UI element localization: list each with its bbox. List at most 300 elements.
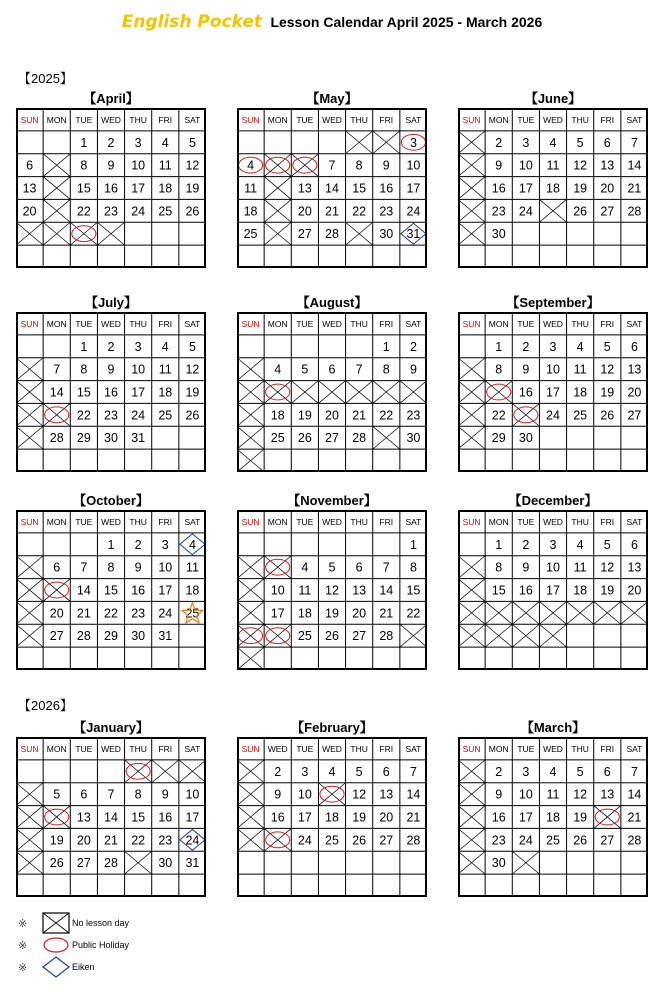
day-number: 20 (627, 583, 642, 598)
weekday-label: MON (488, 318, 509, 329)
day-number: 5 (603, 537, 611, 552)
day-number: 15 (352, 181, 367, 196)
weekday-label: SAT (184, 318, 201, 329)
day-cell (16, 426, 43, 449)
day-cell (77, 606, 91, 620)
day-number: 5 (355, 764, 363, 779)
day-cell (406, 431, 420, 445)
day-cell (131, 159, 145, 173)
day-number: 25 (546, 833, 560, 848)
day-cell (104, 833, 118, 847)
day-cell (135, 538, 142, 552)
day-cell (410, 538, 417, 552)
month-title: 【January】 (73, 720, 149, 735)
day-cell (244, 204, 258, 218)
day-cell (401, 223, 426, 244)
day-cell (519, 833, 533, 847)
day-cell (458, 177, 485, 200)
day-number: 19 (325, 606, 339, 621)
day-cell (298, 811, 312, 825)
day-cell (458, 131, 485, 154)
day-number: 6 (328, 362, 336, 377)
day-cell (627, 386, 641, 400)
day-cell (492, 811, 506, 825)
weekday-label: TUE (296, 318, 314, 329)
day-number: 21 (104, 833, 118, 848)
day-number: 19 (573, 181, 588, 196)
day-number: 27 (600, 204, 615, 219)
day-number: 24 (546, 408, 560, 423)
day-number: 24 (518, 833, 533, 848)
day-number: 9 (274, 787, 282, 802)
day-cell (495, 561, 502, 575)
day-cell (70, 222, 97, 245)
day-number: 10 (158, 560, 173, 575)
day-cell (43, 222, 70, 245)
day-number: 16 (491, 810, 506, 825)
day-cell (159, 363, 172, 377)
day-cell (158, 833, 172, 847)
day-cell (77, 584, 91, 598)
weekday-label: THU (350, 318, 368, 329)
day-cell (131, 629, 145, 643)
day-number: 2 (522, 339, 530, 354)
day-number: 15 (131, 810, 146, 825)
day-cell (573, 182, 587, 196)
day-cell (162, 538, 169, 552)
day-number: 15 (491, 583, 506, 598)
day-cell (325, 204, 339, 218)
day-number: 20 (49, 606, 64, 621)
day-cell (185, 811, 199, 825)
day-cell (492, 408, 506, 422)
day-cell (237, 426, 264, 449)
day-cell (104, 606, 118, 620)
day-cell (77, 204, 91, 218)
weekday-label: TUE (75, 516, 93, 527)
day-cell (406, 204, 420, 218)
day-number: 17 (546, 385, 560, 400)
day-number: 14 (379, 583, 394, 598)
weekday-label: THU (129, 743, 147, 754)
day-cell (458, 806, 485, 829)
day-cell (458, 760, 485, 783)
weekday-label: MON (488, 743, 509, 754)
day-number: 7 (630, 135, 638, 150)
weekday-label: WED (101, 114, 121, 125)
day-number: 18 (325, 810, 339, 825)
day-cell (50, 606, 64, 620)
day-cell (104, 386, 118, 400)
blue-diamond-icon (42, 956, 70, 978)
calendar-grid (237, 510, 427, 670)
day-cell (325, 811, 339, 825)
day-cell (406, 811, 420, 825)
day-number: 9 (382, 158, 390, 173)
day-number: 13 (297, 181, 312, 196)
day-number: 2 (107, 135, 115, 150)
weekday-label: MON (46, 114, 67, 125)
day-number: 1 (80, 135, 88, 150)
day-cell (522, 136, 529, 150)
weekday-label: FRI (379, 318, 394, 329)
day-cell (600, 159, 614, 173)
day-cell (50, 629, 64, 643)
day-number: 10 (518, 158, 533, 173)
day-number: 23 (406, 408, 421, 423)
weekday-label: SAT (405, 318, 422, 329)
day-number: 5 (576, 135, 584, 150)
weekday-label: SAT (405, 114, 422, 125)
day-number: 16 (379, 181, 394, 196)
day-cell (379, 204, 393, 218)
day-cell (237, 403, 264, 426)
day-number: 13 (627, 362, 642, 377)
day-cell (16, 556, 43, 579)
day-cell (492, 431, 506, 445)
calendar-grid (458, 737, 648, 897)
day-cell (162, 788, 169, 802)
day-cell (298, 584, 311, 598)
day-number: 10 (297, 787, 312, 802)
day-cell (298, 629, 312, 643)
weekday-label: SAT (184, 516, 201, 527)
day-number: 22 (131, 833, 146, 848)
weekday-label: TUE (75, 114, 93, 125)
day-number: 9 (107, 158, 115, 173)
day-cell (237, 624, 264, 647)
day-number: 16 (104, 385, 118, 400)
weekday-label: FRI (600, 114, 615, 125)
day-cell (458, 851, 485, 874)
day-cell (264, 556, 291, 579)
day-number: 12 (573, 158, 588, 173)
day-cell (152, 760, 179, 783)
weekday-label: TUE (517, 743, 535, 754)
day-cell (325, 606, 339, 620)
day-number: 9 (161, 787, 169, 802)
month-august (237, 295, 427, 477)
day-number: 21 (627, 810, 642, 825)
day-cell (577, 538, 584, 552)
day-number: 6 (630, 339, 638, 354)
legend-label: Eiken (72, 962, 95, 972)
weekday-label: TUE (296, 743, 314, 754)
day-cell (298, 204, 312, 218)
day-cell (325, 182, 339, 196)
day-number: 4 (274, 362, 282, 377)
day-number: 13 (379, 787, 394, 802)
day-number: 19 (49, 833, 64, 848)
day-number: 24 (518, 204, 533, 219)
weekday-label: WED (543, 114, 563, 125)
day-cell (627, 811, 641, 825)
day-cell (271, 408, 285, 422)
day-number: 4 (549, 764, 557, 779)
day-cell (547, 788, 560, 802)
day-cell (158, 408, 172, 422)
day-cell (298, 788, 312, 802)
day-cell (125, 760, 152, 783)
day-number: 17 (406, 181, 421, 196)
day-number: 24 (158, 606, 173, 621)
day-number: 13 (352, 583, 367, 598)
month-april (16, 91, 206, 273)
day-cell (264, 828, 291, 851)
legend-item-holiday (18, 934, 218, 956)
day-cell (135, 788, 142, 802)
day-cell (492, 204, 506, 218)
weekday-label: THU (571, 743, 589, 754)
day-number: 26 (600, 408, 615, 423)
day-cell (379, 408, 393, 422)
day-cell (131, 811, 145, 825)
day-cell (325, 629, 339, 643)
day-number: 13 (600, 158, 615, 173)
day-cell (373, 426, 400, 449)
day-cell (550, 538, 557, 552)
weekday-label: MON (267, 516, 288, 527)
day-number: 11 (244, 181, 258, 196)
day-cell (546, 811, 560, 825)
day-cell (291, 381, 318, 404)
day-cell (458, 381, 485, 404)
month-title: 【September】 (506, 295, 600, 310)
day-cell (492, 182, 506, 196)
day-number: 7 (382, 560, 390, 575)
day-number: 28 (627, 204, 642, 219)
day-number: 20 (379, 810, 394, 825)
day-cell (604, 136, 611, 150)
day-number: 18 (546, 181, 560, 196)
weekday-label: SUN (462, 114, 481, 125)
day-cell (264, 199, 291, 222)
day-number: 4 (161, 339, 169, 354)
weekday-label: SAT (405, 743, 422, 754)
day-cell (298, 227, 312, 241)
day-number: 26 (573, 833, 588, 848)
day-cell (383, 765, 390, 779)
day-cell (458, 403, 485, 426)
day-cell (522, 561, 529, 575)
day-number: 5 (328, 560, 336, 575)
day-number: 16 (158, 810, 173, 825)
day-number: 5 (53, 787, 61, 802)
day-cell (264, 624, 291, 647)
day-cell (458, 222, 485, 245)
weekday-label: THU (129, 516, 147, 527)
day-number: 16 (518, 385, 533, 400)
weekday-label: SAT (626, 743, 643, 754)
day-cell (189, 340, 196, 354)
day-cell (185, 788, 199, 802)
weekday-label: THU (129, 114, 147, 125)
day-number: 8 (134, 787, 142, 802)
day-number: 30 (379, 227, 394, 242)
day-number: 7 (355, 362, 363, 377)
day-number: 28 (76, 629, 91, 644)
day-number: 4 (576, 339, 584, 354)
day-number: 1 (409, 537, 417, 552)
day-number: 2 (522, 537, 530, 552)
day-number: 25 (158, 408, 173, 423)
day-number: 6 (630, 537, 638, 552)
day-number: 5 (188, 339, 196, 354)
day-number: 12 (573, 787, 588, 802)
day-cell (185, 204, 199, 218)
day-number: 3 (134, 339, 142, 354)
day-cell (604, 538, 611, 552)
day-number: 2 (495, 135, 503, 150)
day-cell (594, 806, 621, 829)
day-number: 17 (185, 810, 200, 825)
day-number: 31 (185, 856, 200, 871)
day-number: 3 (522, 764, 530, 779)
day-number: 21 (627, 181, 642, 196)
day-number: 14 (104, 810, 118, 825)
day-number: 27 (600, 833, 615, 848)
day-cell (401, 134, 425, 150)
month-title: 【February】 (291, 720, 373, 735)
day-number: 4 (301, 560, 309, 575)
day-number: 6 (603, 135, 611, 150)
day-number: 10 (131, 158, 146, 173)
day-cell (274, 363, 281, 377)
day-cell (77, 811, 91, 825)
day-number: 14 (627, 158, 642, 173)
day-number: 9 (107, 362, 115, 377)
day-cell (239, 157, 263, 173)
day-number: 28 (325, 227, 339, 242)
day-number: 15 (76, 181, 91, 196)
day-number: 8 (80, 362, 88, 377)
day-cell (185, 363, 199, 377)
day-cell (574, 363, 587, 377)
day-cell (594, 601, 621, 624)
day-cell (104, 408, 118, 422)
day-cell (16, 358, 43, 381)
month-november (237, 493, 427, 675)
day-cell (356, 159, 363, 173)
calendar-grid (16, 737, 206, 897)
day-number: 10 (546, 560, 560, 575)
day-number: 30 (158, 856, 173, 871)
day-number: 2 (495, 764, 503, 779)
day-number: 10 (131, 362, 146, 377)
day-cell (379, 227, 393, 241)
weekday-label: FRI (158, 516, 173, 527)
day-cell (298, 408, 312, 422)
day-cell (492, 833, 506, 847)
day-cell (104, 182, 118, 196)
day-cell (189, 136, 196, 150)
day-number: 25 (243, 227, 258, 242)
calendar-grid (237, 737, 427, 897)
day-number: 17 (131, 385, 146, 400)
day-cell (600, 182, 614, 196)
day-number: 9 (495, 158, 503, 173)
day-cell (627, 204, 641, 218)
month-title: 【October】 (73, 493, 149, 508)
day-number: 29 (104, 629, 118, 644)
day-number: 26 (325, 629, 339, 644)
day-cell (162, 136, 169, 150)
day-number: 22 (379, 408, 394, 423)
day-cell (23, 204, 37, 218)
day-number: 3 (549, 537, 557, 552)
day-cell (573, 386, 587, 400)
day-cell (329, 765, 336, 779)
day-number: 15 (406, 583, 421, 598)
day-number: 17 (518, 181, 533, 196)
day-number: 3 (301, 764, 309, 779)
day-number: 20 (600, 181, 615, 196)
day-cell (237, 828, 264, 851)
legend-bullet: ※ (18, 918, 28, 930)
day-number: 6 (382, 764, 390, 779)
day-cell (546, 363, 560, 377)
day-number: 4 (549, 135, 557, 150)
day-cell (237, 358, 264, 381)
day-cell (627, 182, 641, 196)
day-number: 4 (328, 764, 336, 779)
day-cell (185, 159, 199, 173)
legend-label: Public Holiday (72, 940, 130, 950)
day-cell (271, 606, 285, 620)
day-number: 15 (76, 385, 91, 400)
month-title: 【April】 (83, 91, 139, 106)
day-cell (577, 340, 584, 354)
day-cell (352, 204, 366, 218)
day-cell (519, 811, 533, 825)
day-number: 17 (297, 810, 312, 825)
day-cell (627, 584, 641, 598)
day-number: 7 (409, 764, 417, 779)
day-number: 9 (522, 560, 530, 575)
day-cell (383, 159, 390, 173)
day-number: 14 (325, 181, 339, 196)
day-cell (631, 136, 638, 150)
day-cell (43, 403, 70, 426)
day-cell (298, 606, 312, 620)
day-cell (131, 833, 145, 847)
weekday-label: MON (488, 114, 509, 125)
day-cell (546, 584, 560, 598)
day-cell (600, 561, 614, 575)
day-number: 8 (80, 158, 88, 173)
weekday-label: SUN (20, 516, 39, 527)
day-cell (104, 204, 118, 218)
day-cell (131, 431, 145, 445)
weekday-label: THU (129, 318, 147, 329)
day-number: 1 (495, 339, 503, 354)
day-number: 1 (382, 339, 390, 354)
day-cell (519, 584, 533, 598)
day-number: 26 (297, 431, 312, 446)
day-cell (23, 182, 37, 196)
day-cell (512, 624, 539, 647)
day-number: 16 (270, 810, 285, 825)
day-cell (346, 222, 373, 245)
day-number: 21 (325, 204, 339, 219)
day-cell (131, 363, 145, 377)
day-cell (458, 828, 485, 851)
day-cell (373, 131, 400, 154)
day-cell (43, 199, 70, 222)
weekday-label: TUE (75, 318, 93, 329)
day-number: 13 (76, 810, 91, 825)
day-cell (180, 829, 205, 850)
